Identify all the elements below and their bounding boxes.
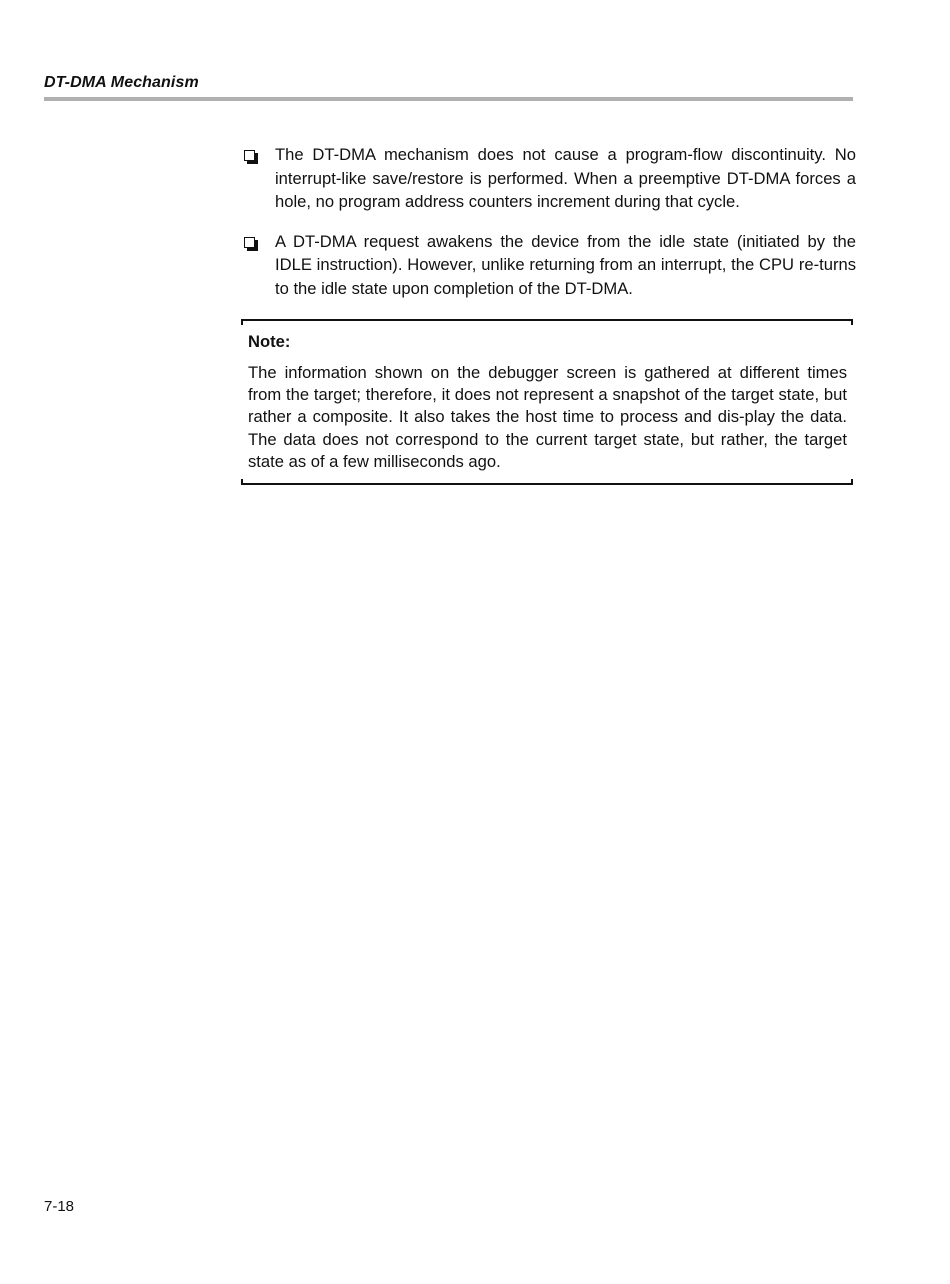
note-top-rule	[241, 319, 853, 321]
bullet-item	[243, 230, 856, 301]
bullet-text: The DT-DMA mechanism does not cause a program-flow discontinuity. No interrupt-like save/restore is performed. When a preemptive DT-DMA forces a hole, no program address counters increment during that cycle.	[275, 145, 856, 212]
page-number: 7-18	[44, 1198, 75, 1215]
note-corner-tick	[851, 319, 853, 325]
checkbox-bullet-icon	[244, 150, 255, 161]
note-body: The information shown on the debugger screen is gathered at different times from the target; therefore, it does not represent a snapshot of the target state, but rather a composite. It also takes the host time to process and dis-play the data. The data does not correspond to the current target state, but rather, the target state as of a few milliseconds ago.	[248, 363, 847, 471]
running-header-title: DT-DMA Mechanism	[44, 74, 199, 91]
note-box	[241, 319, 853, 485]
bullet-list	[243, 143, 856, 317]
bullet-item	[243, 143, 856, 214]
header-rule	[44, 97, 853, 101]
note-title: Note:	[248, 332, 291, 351]
bullet-text: A DT-DMA request awakens the device from the idle state (initiated by the IDLE instruction). However, unlike returning from an interrupt, the CPU re-turns to the idle state upon completion of the DT-DMA.	[275, 231, 856, 298]
note-corner-tick	[241, 319, 243, 325]
checkbox-bullet-icon	[244, 237, 255, 248]
note-bottom-rule	[241, 483, 853, 485]
